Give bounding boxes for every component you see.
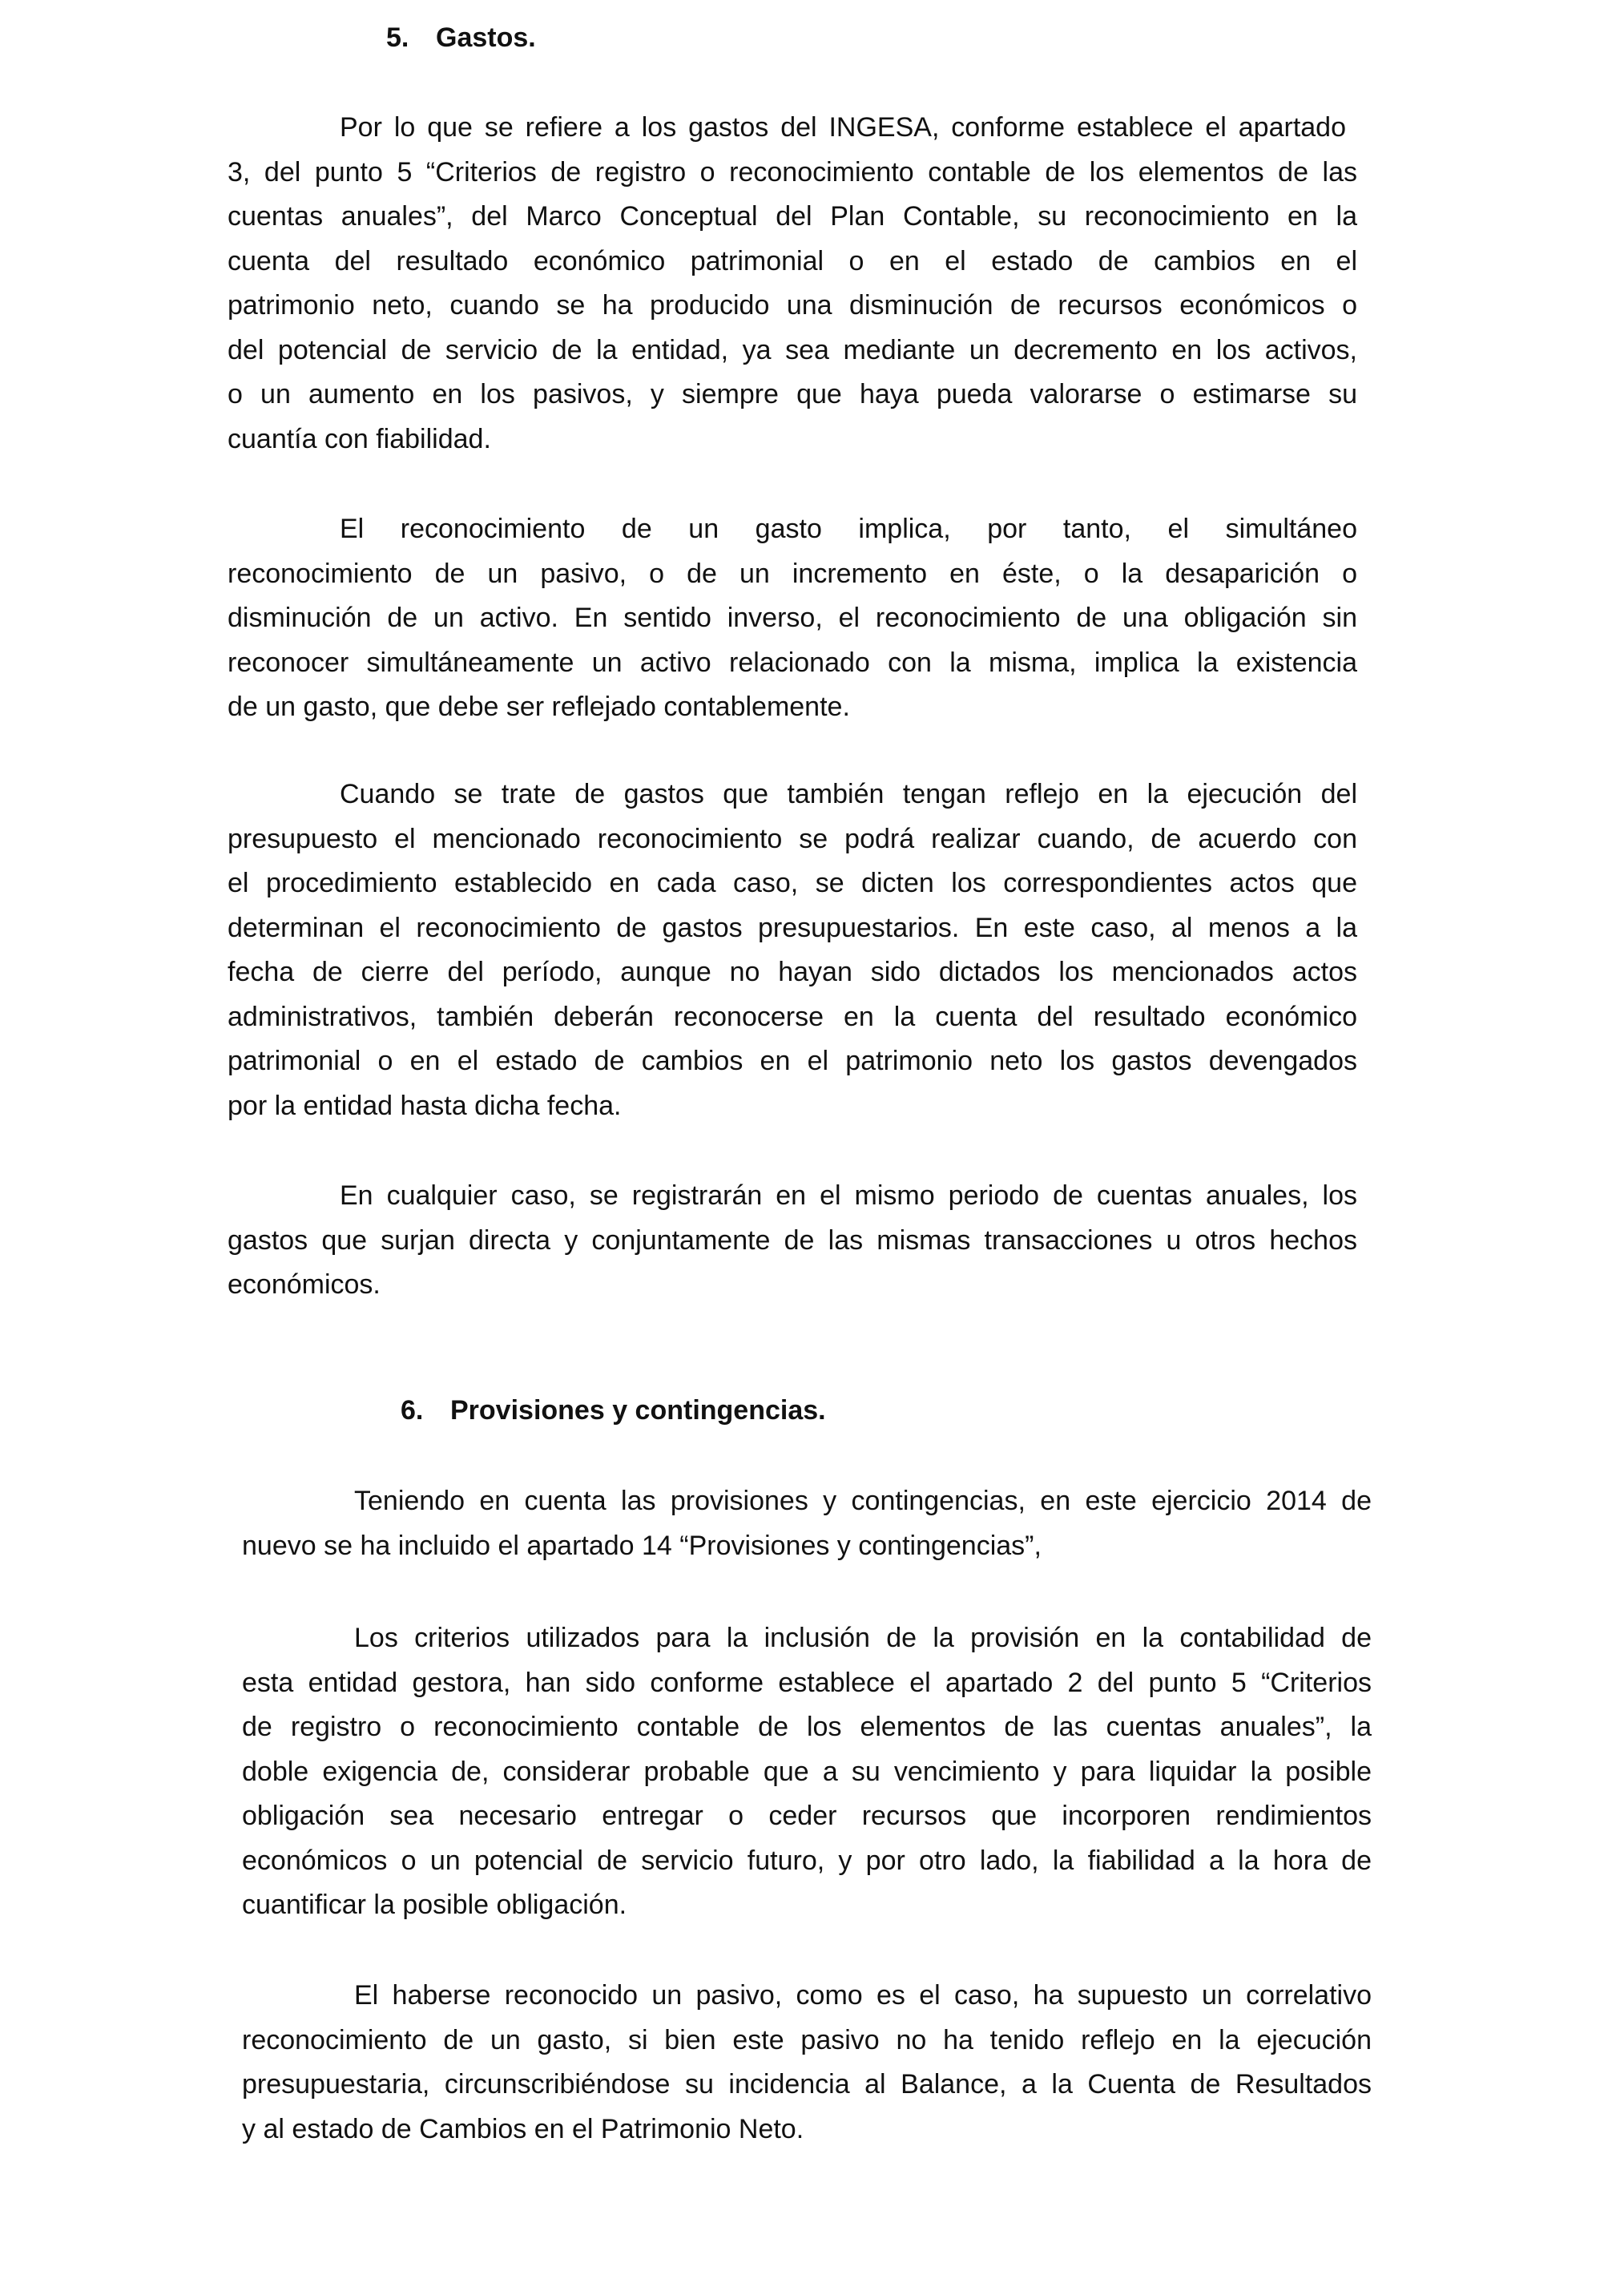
paragraph-line: reconocimiento de un pasivo, o de un incremento en éste, o la desaparición o bbox=[228, 558, 1357, 589]
paragraph-line: patrimonio neto, cuando se ha producido una disminución de recursos económicos o bbox=[228, 290, 1357, 321]
section-6-heading bbox=[401, 1392, 826, 1429]
paragraph-line: esta entidad gestora, han sido conforme establece el apartado 2 del punto 5 “Criterios bbox=[242, 1667, 1372, 1698]
paragraph-line: El haberse reconocido un pasivo, como es el caso, ha supuesto un correlativo bbox=[354, 1980, 1372, 2011]
paragraph-line: fecha de cierre del período, aunque no hayan sido dictados los mencionados actos bbox=[228, 957, 1357, 987]
paragraph-line: del potencial de servicio de la entidad, ya sea mediante un decremento en los activos, bbox=[228, 334, 1357, 365]
paragraph-line: reconocimiento de un gasto, si bien este pasivo no ha tenido reflejo en la ejecución bbox=[242, 2024, 1372, 2055]
section-6-title: Provisiones y contingencias. bbox=[450, 1395, 826, 1426]
paragraph-line: Cuando se trate de gastos que también tengan reflejo en la ejecución del bbox=[340, 779, 1357, 809]
section-5-paragraph-2 bbox=[228, 507, 1357, 730]
paragraph-line: Los criterios utilizados para la inclusión de la provisión en la contabilidad de bbox=[354, 1623, 1372, 1653]
paragraph-line: cuentas anuales”, del Marco Conceptual del Plan Contable, su reconocimiento en la bbox=[228, 201, 1357, 232]
paragraph-line: doble exigencia de, considerar probable que a su vencimiento y para liquidar la posible bbox=[242, 1756, 1372, 1787]
paragraph-line: determinan el reconocimiento de gastos presupuestarios. En este caso, al menos a la bbox=[228, 912, 1357, 943]
paragraph-line: administrativos, también deberán reconocerse en la cuenta del resultado económico bbox=[228, 1001, 1357, 1032]
paragraph-line: el procedimiento establecido en cada caso, se dicten los correspondientes actos que bbox=[228, 868, 1357, 898]
paragraph-line: disminución de un activo. En sentido inverso, el reconocimiento de una obligación sin bbox=[228, 603, 1357, 633]
paragraph-line: 3, del punto 5 “Criterios de registro o reconocimiento contable de los elementos de las bbox=[228, 156, 1357, 188]
section-6-number: 6. bbox=[401, 1395, 424, 1426]
section-5-number: 5. bbox=[386, 22, 409, 53]
paragraph-line: presupuestaria, circunscribiéndose su incidencia al Balance, a la Cuenta de Resultados bbox=[242, 2069, 1372, 2100]
section-6-paragraph-1 bbox=[242, 1479, 1372, 1568]
paragraph-line: cuantía con fiabilidad. bbox=[228, 423, 491, 454]
section-5-heading bbox=[386, 19, 536, 56]
paragraph-line: patrimonial o en el estado de cambios en el patrimonio neto los gastos devengados bbox=[228, 1046, 1357, 1076]
section-6-paragraph-2 bbox=[242, 1616, 1372, 1928]
section-5-paragraph-1 bbox=[228, 106, 1357, 462]
paragraph-line: reconocer simultáneamente un activo relacionado con la misma, implica la existencia bbox=[228, 647, 1357, 678]
paragraph-line: económicos. bbox=[228, 1269, 381, 1300]
paragraph-line: El reconocimiento de un gasto implica, por tanto, el simultáneo bbox=[340, 514, 1357, 544]
paragraph-line: económicos o un potencial de servicio futuro, y por otro lado, la fiabilidad a la hora de bbox=[242, 1845, 1372, 1876]
section-5-paragraph-3 bbox=[228, 772, 1357, 1128]
paragraph-line: por la entidad hasta dicha fecha. bbox=[228, 1090, 622, 1121]
paragraph-line: cuenta del resultado económico patrimonial o en el estado de cambios en el bbox=[228, 245, 1357, 276]
section-5-title: Gastos. bbox=[436, 22, 536, 53]
paragraph-line: Por lo que se refiere a los gastos del INGESA, conforme establece el apartado bbox=[340, 112, 1346, 143]
paragraph-line: de un gasto, que debe ser reflejado contablemente. bbox=[228, 692, 850, 722]
paragraph-line: o un aumento en los pasivos, y siempre que haya pueda valorarse o estimarse su bbox=[228, 379, 1357, 409]
paragraph-line: presupuesto el mencionado reconocimiento se podrá realizar cuando, de acuerdo con bbox=[228, 823, 1357, 854]
paragraph-line: Teniendo en cuenta las provisiones y contingencias, en este ejercicio 2014 de bbox=[354, 1486, 1372, 1516]
paragraph-line: gastos que surjan directa y conjuntamente de las mismas transacciones u otros hechos bbox=[228, 1224, 1357, 1256]
paragraph-line: obligación sea necesario entregar o ceder recursos que incorporen rendimientos bbox=[242, 1801, 1372, 1831]
paragraph-line: nuevo se ha incluido el apartado 14 “Provisiones y contingencias”, bbox=[242, 1530, 1042, 1561]
paragraph-line: En cualquier caso, se registrarán en el mismo periodo de cuentas anuales, los bbox=[340, 1180, 1357, 1211]
paragraph-line: y al estado de Cambios en el Patrimonio Neto. bbox=[242, 2113, 804, 2144]
section-6-paragraph-3 bbox=[242, 1974, 1372, 2152]
paragraph-line: cuantificar la posible obligación. bbox=[242, 1890, 627, 1920]
section-5-paragraph-4 bbox=[228, 1174, 1357, 1308]
paragraph-line: de registro o reconocimiento contable de los elementos de las cuentas anuales”, la bbox=[242, 1712, 1372, 1742]
